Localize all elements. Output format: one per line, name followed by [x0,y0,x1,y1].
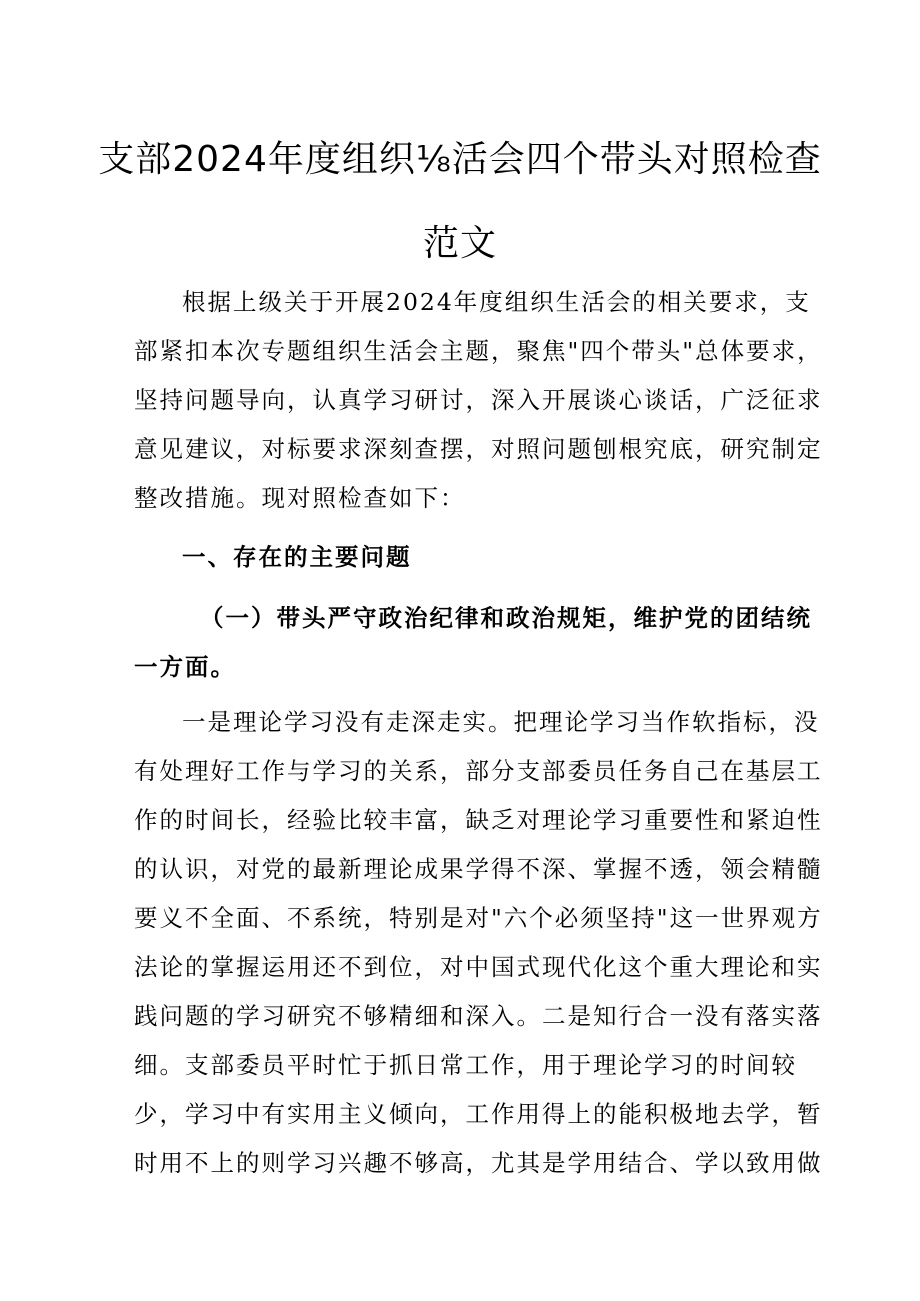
intro-paragraph-line: 部紧扣本次专题组织生活会主题，聚焦"四个带头"总体要求， [134,337,823,365]
body-paragraph-line: 时用不上的则学习兴趣不够高，尤其是学用结合、学以致用做 [134,1149,823,1177]
intro-paragraph-line: 坚持问题导向，认真学习研讨，深入开展谈心谈话，广泛征求 [134,386,823,414]
body-paragraph-line: 要义不全面、不系统，特别是对"六个必须坚持"这一世界观方 [134,904,823,932]
body-paragraph-line: 少，学习中有实用主义倾向，工作用得上的能积极地去学，暂 [134,1100,823,1128]
intro-paragraph-line: 根据上级关于开展2024年度组织生活会的相关要求，支 [182,288,811,316]
subsection-heading-line: 一方面。 [134,653,236,681]
intro-paragraph-line: 意见建议，对标要求深刻查摆，对照问题刨根究底，研究制定 [134,435,823,463]
body-paragraph-line: 践问题的学习研究不够精细和深入。二是知行合一没有落实落 [134,1002,823,1030]
body-paragraph-line: 一是理论学习没有走深走实。把理论学习当作软指标，没 [182,708,820,736]
body-paragraph-line: 法论的掌握运用还不到位，对中国式现代化这个重大理论和实 [134,953,823,981]
body-paragraph-line: 作的时间长，经验比较丰富，缺乏对理论学习重要性和紧迫性 [134,806,823,834]
intro-paragraph-line: 整改措施。现对照检查如下： [134,484,466,512]
body-paragraph-line: 细。支部委员平时忙于抓日常工作，用于理论学习的时间较 [134,1051,797,1079]
subsection-heading-line: （一）带头严守政治纪律和政治规矩，维护党的团结统 [200,604,812,632]
body-paragraph-line: 的认识，对党的最新理论成果学得不深、掌握不透，领会精髓 [134,855,823,883]
document-title-line-1: 支部2024年度组织⅛活会四个带头对照检查 [98,139,822,180]
document-title-line-2: 范文 [422,223,497,264]
body-paragraph-line: 有处理好工作与学习的关系，部分支部委员任务自己在基层工 [134,757,823,785]
section-heading: 一、存在的主要问题 [182,543,412,571]
